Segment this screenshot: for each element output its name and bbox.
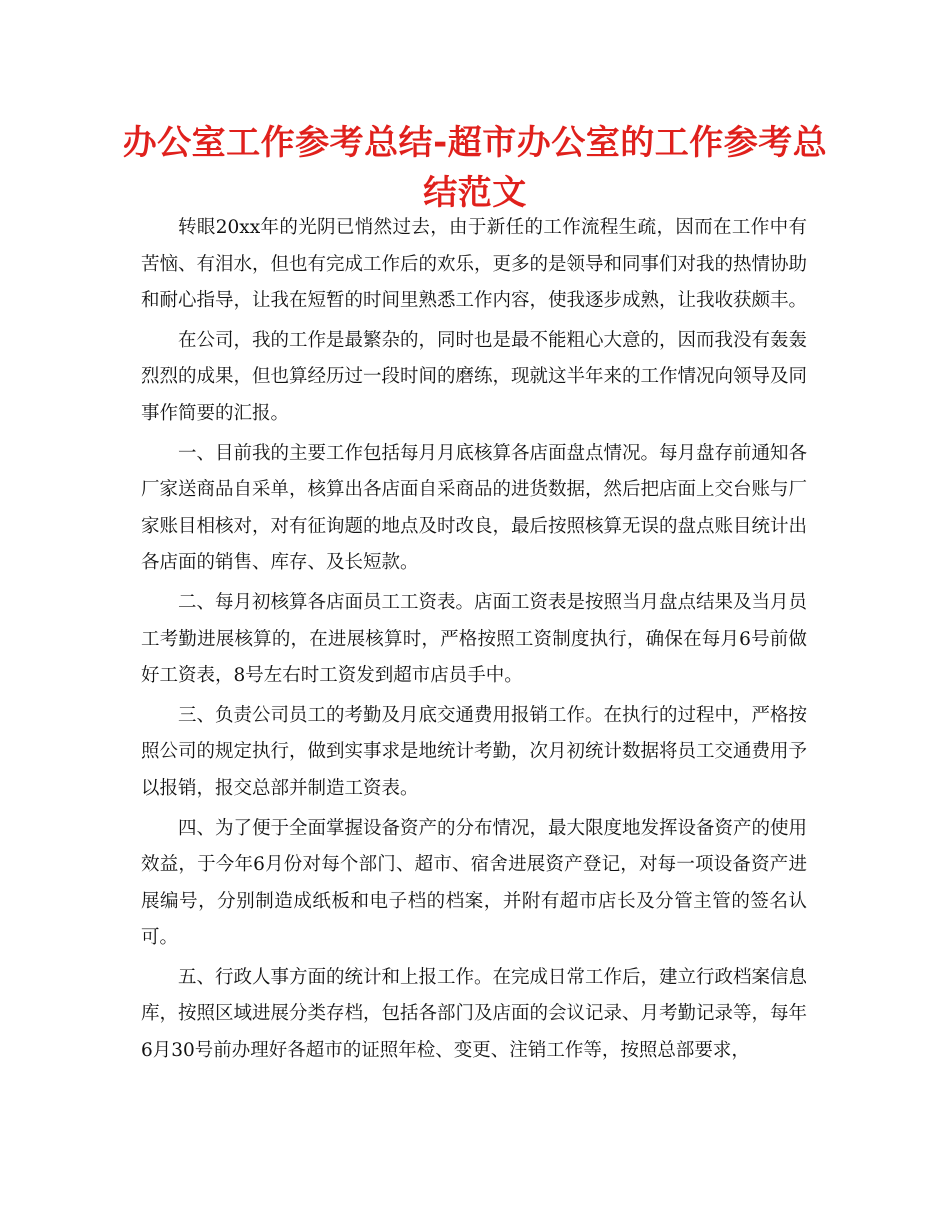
document-body <box>141 210 807 1073</box>
paragraph: 五、行政人事方面的统计和上报工作。在完成日常工作后，建立行政档案信息库，按照区域进展分类存档，包括各部门及店面的会议记录、月考勤记录等，每年6月30号前办理好各超市的证照年检、变更、注销工作等，按照总部要求， <box>141 966 808 1062</box>
paragraph: 二、每月初核算各店面员工工资表。店面工资表是按照当月盘点结果及当月员工考勤进展核算的，在进展核算时，严格按照工资制度执行，确保在每月6号前做好工资表，8号左右时工资发到超市店员手中。 <box>141 591 808 687</box>
paragraph: 一、目前我的主要工作包括每月月底核算各店面盘点情况。每月盘存前通知各厂家送商品自采单，核算出各店面自采商品的进货数据，然后把店面上交台账与厂家账目相核对，对有征询题的地点及时改良，最后按照核算无误的盘点账目统计出各店面的销售、库存、及长短款。 <box>141 442 808 574</box>
document-title: 办公室工作参考总结-超市办公室的工作参考总结范文 <box>122 123 828 213</box>
paragraph: 四、为了便于全面掌握设备资产的分布情况，最大限度地发挥设备资产的使用效益，于今年6月份对每个部门、超市、宿舍进展资产登记，对每一项设备资产进展编号，分别制造成纸板和电子档的档案，并附有超市店长及分管主管的签名认可。 <box>141 817 808 949</box>
paragraph: 三、负责公司员工的考勤及月底交通费用报销工作。在执行的过程中，严格按照公司的规定执行，做到实事求是地统计考勤，次月初统计数据将员工交通费用予以报销，报交总部并制造工资表。 <box>141 704 808 799</box>
paragraph: 在公司，我的工作是最繁杂的，同时也是最不能粗心大意的，因而我没有轰轰烈烈的成果，但也算经历过一段时间的磨练，现就这半年来的工作情况向领导及同事作简要的汇报。 <box>141 329 808 424</box>
paragraph: 转眼20xx年的光阴已悄然过去，由于新任的工作流程生疏，因而在工作中有苦恼、有泪水，但也有完成工作后的欢乐，更多的是领导和同事们对我的热情协助和耐心指导，让我在短暂的时间里熟悉工作内容，使我逐步成熟，让我收获颇丰。 <box>141 217 808 312</box>
